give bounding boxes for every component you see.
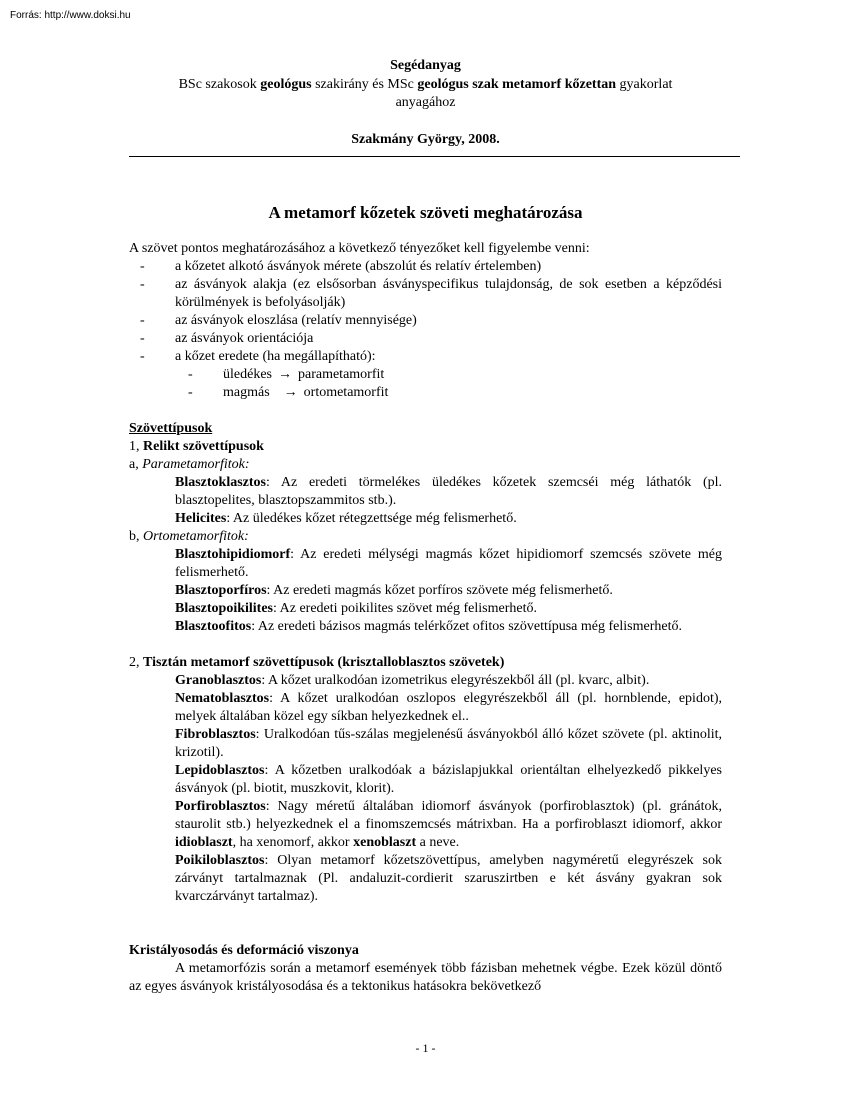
dash: - (140, 277, 145, 292)
definition-text: , ha xenomorf, akkor (232, 835, 354, 850)
intro-text: A szövet pontos meghatározásához a következő tényezőket kell figyelembe venni: (129, 241, 590, 256)
definition-term: Blasztopoikilites (175, 601, 274, 616)
page-number: - 1 - (415, 1041, 436, 1055)
list-item (129, 258, 722, 276)
list-item-text: az ásványok orientációja (175, 331, 314, 346)
header-author: Szakmány György, 2008. (351, 132, 500, 147)
definition-text: : Az eredeti poikilites szövet még felismerhető. (273, 601, 537, 616)
list-item (129, 276, 722, 312)
dash: - (140, 259, 145, 274)
origin-from: üledékes (223, 367, 272, 382)
group-heading (129, 456, 722, 474)
definition-bold: xenoblaszt (353, 835, 417, 850)
header-text: gyakorlat (616, 77, 673, 92)
header-text: anyagához (395, 95, 456, 110)
list-item-text: a kőzetet alkotó ásványok mérete (abszolút és relatív értelemben) (175, 259, 542, 274)
dash: - (140, 331, 145, 346)
origin-from: magmás (223, 385, 270, 400)
origin-to: ortometamorfit (303, 385, 389, 400)
header-text: szakirány és MSc (311, 77, 418, 92)
definition-text: : Az eredeti mélységi magmás kőzet hipidiomorf szemcsés szövete még felismerhető. (175, 547, 722, 580)
arrow-icon: → (283, 385, 298, 400)
list-item-text: az ásványok alakja (ez elsősorban ásványspecifikus tulajdonság, de sok esetben a képződési körülmények is befolyásolják) (175, 277, 722, 310)
list-item (129, 312, 722, 330)
arrow-icon: → (277, 367, 292, 382)
list-item (129, 348, 722, 366)
definition-item (129, 546, 722, 582)
definition-term: Helicites (175, 511, 227, 526)
definition-item (129, 690, 722, 726)
group-title: Ortometamorfitok: (143, 529, 249, 544)
definition-term: Blasztohipidiomorf (175, 547, 291, 562)
paragraph: A metamorfózis során a metamorf események több fázisban mehetnek végbe. Ezek közül döntő az egyes ásványok kristályosodása és a tektonikus hatásokra bekövetkező (129, 961, 722, 994)
definition-text: : A kőzet uralkodóan izometrikus elegyrészekből áll (pl. kvarc, albit). (261, 673, 650, 688)
definition-term: Lepidoblasztos (175, 763, 265, 778)
subsection-heading (129, 654, 722, 672)
definition-text: : Az eredeti magmás kőzet porfíros szövete még felismerhető. (266, 583, 613, 598)
definition-text: : Olyan metamorf kőzetszövettípus, amelyben nagyméretű elegyrészek sok zárványt tartalmaznak (Pl. andaluzit-cordierit szaruszirtben e két ásvány gyakran sok kvarczárványt tartalmaz). (175, 853, 722, 904)
dash: - (188, 367, 193, 382)
definition-term: Nematoblasztos (175, 691, 270, 706)
section-heading-text: Kristályosodás és deformáció viszonya (129, 943, 359, 958)
definition-text: a neve. (416, 835, 460, 850)
group-prefix: a, (129, 457, 143, 472)
definition-text: : Az üledékes kőzet rétegzettsége még felismerhető. (226, 511, 517, 526)
dash: - (140, 313, 145, 328)
header-text: BSc szakosok (178, 77, 261, 92)
header-title: Segédanyag (390, 58, 461, 73)
header-bold: geológus szak metamorf kőzettan (417, 77, 617, 92)
definition-text: : A kőzet uralkodóan oszlopos elegyrészekből áll (pl. hornblende, epidot), melyek általában közel egy síkban helyezkednek el.. (175, 691, 722, 724)
definition-item (129, 600, 722, 618)
definition-item (129, 474, 722, 510)
subsection-heading (129, 438, 722, 456)
definition-text: : Az eredeti bázisos magmás telérkőzet ofitos szövettípusa még felismerhető. (251, 619, 682, 634)
group-heading (129, 528, 722, 546)
list-item-text: az ásványok eloszlása (relatív mennyisége) (175, 313, 417, 328)
subsection-number: 2, (129, 655, 143, 670)
sub-list-item (129, 366, 722, 384)
header-divider (129, 156, 740, 157)
group-prefix: b, (129, 529, 143, 544)
source-label: Forrás: http://www.doksi.hu (10, 10, 131, 21)
definition-item (129, 618, 722, 636)
origin-to: parametamorfit (297, 367, 385, 382)
definition-term: Fibroblasztos (175, 727, 256, 742)
definition-term: Poikiloblasztos (175, 853, 265, 868)
definition-item (129, 762, 722, 798)
definition-text: : A kőzetben uralkodóak a bázislapjukkal orientáltan elhelyezkedő pikkelyes ásványok (pl. biotit, muszkovit, klorit). (175, 763, 722, 796)
definition-item (129, 582, 722, 600)
definition-item (129, 510, 722, 528)
group-title: Parametamorfitok: (142, 457, 250, 472)
definition-bold: idioblaszt (175, 835, 233, 850)
subsection-title: Relikt szövettípusok (143, 439, 264, 454)
definition-term: Blasztoporfíros (175, 583, 267, 598)
definition-term: Porfiroblasztos (175, 799, 266, 814)
definition-item (129, 672, 722, 690)
header-bold: geológus (260, 77, 312, 92)
list-item (129, 330, 722, 348)
document-body (129, 240, 722, 996)
definition-term: Granoblasztos (175, 673, 262, 688)
definition-term: Blasztoklasztos (175, 475, 266, 490)
definition-item (129, 726, 722, 762)
definition-term: Blasztoofitos (175, 619, 252, 634)
subsection-title: Tisztán metamorf szövettípusok (krisztalloblasztos szövetek) (143, 655, 505, 670)
dash: - (140, 349, 145, 364)
definition-item (129, 852, 722, 906)
definition-text: : Uralkodóan tűs-szálas megjelenésű ásványokból álló kőzet szövete (pl. aktinolit, krizotil). (175, 727, 722, 760)
sub-list-item (129, 384, 722, 402)
subsection-number: 1, (129, 439, 143, 454)
main-title: A metamorf kőzetek szöveti meghatározása (268, 203, 583, 222)
definition-item (129, 798, 722, 852)
section-heading: Szövettípusok (129, 421, 213, 436)
section-heading (129, 942, 722, 960)
list-item-text: a kőzet eredete (ha megállapítható): (175, 349, 376, 364)
header-subtitle (129, 76, 722, 112)
definition-text: : Az eredeti törmelékes üledékes kőzetek szemcséi még láthatók (pl. blasztopelites, blasztopszammitos stb.). (175, 475, 722, 508)
dash: - (188, 385, 193, 400)
definition-text: : Nagy méretű általában idiomorf ásványok (porfiroblasztok) (pl. gránátok, staurolit stb.) helyezkednek el a finomszemcsés mátrixban. Ha a porfiroblaszt idiomorf, akkor (175, 799, 722, 832)
